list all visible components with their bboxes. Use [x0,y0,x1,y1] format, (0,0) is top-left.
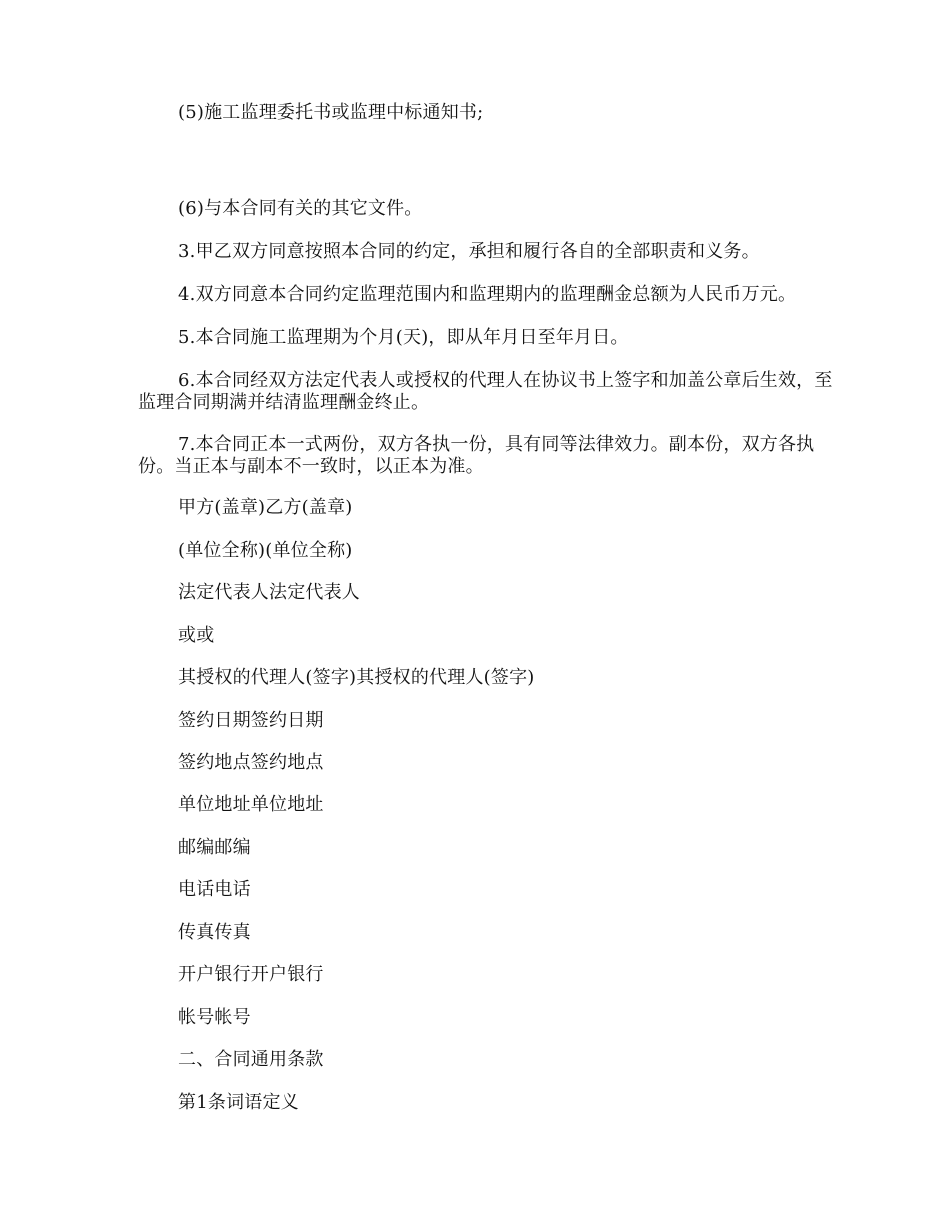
paragraph-clause-7: 7.本合同正本一式两份，双方各执一份，具有同等法律效力。副本份，双方各执份。当正本与副本不一致时，以正本为准。 [138,434,815,477]
account-line: 帐号帐号 [178,1007,251,1028]
bank-line: 开户银行开户银行 [178,964,324,985]
signing-date-line: 签约日期签约日期 [178,710,324,731]
paragraph-clause-5: 5.本合同施工监理期为个月(天)，即从年月日至年月日。 [178,327,629,348]
phone-line: 电话电话 [178,879,251,900]
signature-or-line: 或或 [178,625,215,646]
signature-legal-rep-line: 法定代表人法定代表人 [178,582,360,603]
section-heading: 二、合同通用条款 [178,1049,324,1070]
paragraph-item-5: (5)施工监理委托书或监理中标通知书; [178,102,484,123]
paragraph-clause-3: 3.甲乙双方同意按照本合同的约定，承担和履行各自的全部职责和义务。 [178,241,760,262]
signature-agent-line: 其授权的代理人(签字)其授权的代理人(签字) [178,667,535,688]
fax-line: 传真传真 [178,922,251,943]
unit-address-line: 单位地址单位地址 [178,794,324,815]
paragraph-item-6: (6)与本合同有关的其它文件。 [178,198,423,219]
signature-unit-name-line: (单位全称)(单位全称) [178,540,353,561]
signing-place-line: 签约地点签约地点 [178,752,324,773]
paragraph-clause-6: 6.本合同经双方法定代表人或授权的代理人在协议书上签字和加盖公章后生效，至监理合同期满并结清监理酬金终止。 [138,370,833,413]
signature-party-line: 甲方(盖章)乙方(盖章) [178,497,353,518]
paragraph-clause-4: 4.双方同意本合同约定监理范围内和监理期内的监理酬金总额为人民币万元。 [178,284,797,305]
postcode-line: 邮编邮编 [178,837,251,858]
article-heading: 第1条词语定义 [178,1092,299,1113]
